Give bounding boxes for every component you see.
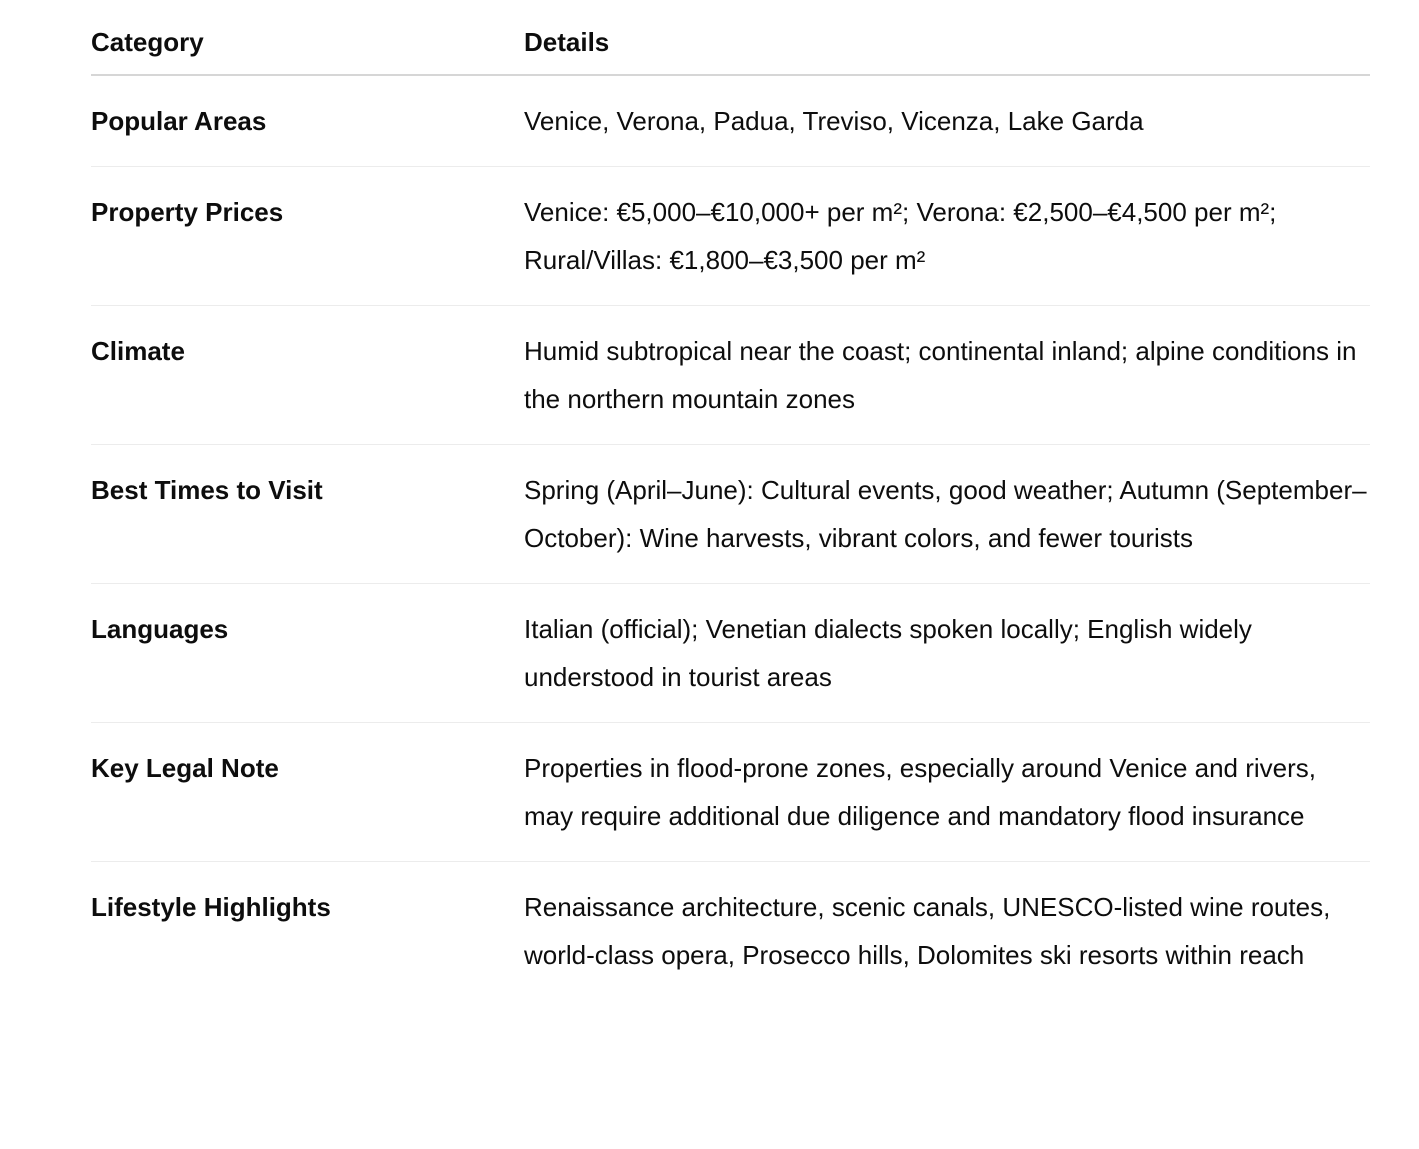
row-details: Properties in flood-prone zones, especially around Venice and rivers, may require additional due diligence and mandatory flood insurance	[524, 723, 1370, 862]
row-details: Humid subtropical near the coast; continental inland; alpine conditions in the northern mountain zones	[524, 306, 1370, 445]
table-header	[91, 0, 1370, 75]
table-body	[91, 75, 1370, 1000]
row-category: Popular Areas	[91, 75, 524, 167]
table-row	[91, 75, 1370, 167]
header-row	[91, 0, 1370, 75]
row-details: Renaissance architecture, scenic canals, UNESCO-listed wine routes, world-class opera, Prosecco hills, Dolomites ski resorts within reach	[524, 892, 1331, 970]
table-row	[91, 167, 1370, 306]
table-row	[91, 306, 1370, 445]
row-details: Italian (official); Venetian dialects spoken locally; English widely understood in tourist areas	[524, 584, 1370, 723]
row-details: Venice, Verona, Padua, Treviso, Vicenza, Lake Garda	[524, 75, 1370, 167]
row-category: Key Legal Note	[91, 723, 524, 862]
row-category: Property Prices	[91, 167, 524, 306]
veneto-info-table	[91, 0, 1370, 1000]
table-row	[91, 723, 1370, 862]
row-category: Climate	[91, 306, 524, 445]
table-row	[91, 584, 1370, 723]
info-table-container	[91, 0, 1370, 1000]
table-row	[91, 445, 1370, 584]
row-category: Languages	[91, 584, 524, 723]
header-details: Details	[524, 0, 1370, 75]
header-category: Category	[91, 0, 524, 75]
row-details: Spring (April–June): Cultural events, good weather; Autumn (September–October): Wine harvests, vibrant colors, and fewer tourists	[524, 445, 1370, 584]
row-category: Lifestyle Highlights	[91, 892, 331, 922]
row-category: Best Times to Visit	[91, 445, 524, 584]
table-row	[91, 862, 1370, 1001]
row-details: Venice: €5,000–€10,000+ per m²; Verona: €2,500–€4,500 per m²; Rural/Villas: €1,800–€3,500 per m²	[524, 167, 1370, 306]
